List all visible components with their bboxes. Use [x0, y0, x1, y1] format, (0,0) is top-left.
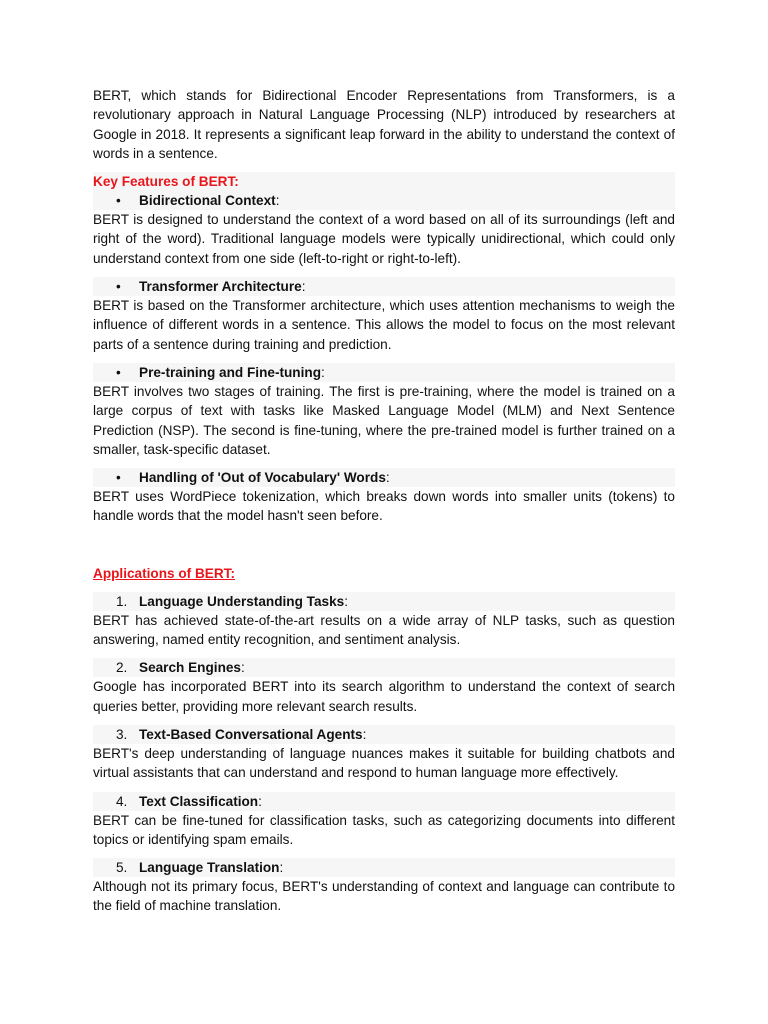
list-number: 1. [116, 593, 128, 609]
application-title: Language Translation: [139, 860, 284, 876]
application-text: Although not its primary focus, BERT's understanding of context and language can contribute to the field of machine translation. [93, 879, 675, 914]
bullet-marker: • [116, 279, 121, 295]
feature-item-head [93, 191, 675, 210]
application-text: BERT's deep understanding of language nuances makes it suitable for building chatbots and virtual assistants that can understand and respond to human language more effectively. [93, 745, 675, 781]
application-title: Language Understanding Tasks: [139, 593, 348, 609]
application-text: BERT can be fine-tuned for classification tasks, such as categorizing documents into different topics or identifying spam emails. [93, 812, 675, 847]
intro-paragraph: BERT, which stands for Bidirectional Encoder Representations from Transformers, is a revolutionary approach in Natural Language Processing (NLP) introduced by researchers at Google in 2018. It represents a significant leap forward in the ability to understand the context of words in a sentence. [93, 88, 675, 161]
application-item-head [93, 858, 675, 877]
applications-heading: Applications of BERT: [93, 565, 235, 581]
application-item-head [93, 658, 675, 677]
feature-title: Transformer Architecture: [139, 279, 306, 295]
feature-title: Pre-training and Fine-tuning: [139, 364, 325, 380]
document-body [93, 86, 675, 916]
feature-text: BERT is based on the Transformer architecture, which uses attention mechanisms to weigh the influence of different words in a sentence. This allows the model to focus on the most relevant parts of a sentence during training and prediction. [93, 298, 675, 352]
application-title: Text-Based Conversational Agents: [139, 726, 367, 742]
feature-title: Bidirectional Context: [139, 193, 280, 209]
list-number: 5. [116, 860, 128, 876]
list-number: 3. [116, 726, 128, 742]
application-text: Google has incorporated BERT into its search algorithm to understand the context of search queries better, providing more relevant search results. [93, 679, 675, 714]
application-title: Text Classification: [139, 793, 262, 809]
feature-text: BERT uses WordPiece tokenization, which breaks down words into smaller units (tokens) to handle words that the model hasn't seen before. [93, 489, 675, 524]
bullet-marker: • [116, 364, 121, 380]
application-title: Search Engines: [139, 660, 245, 676]
list-number: 4. [116, 793, 128, 809]
bullet-marker: • [116, 193, 121, 209]
feature-item-head [93, 363, 675, 382]
list-number: 2. [116, 660, 128, 676]
feature-item-head [93, 277, 675, 296]
feature-text: BERT involves two stages of training. The first is pre-training, where the model is trained on a large corpus of text with tasks like Masked Language Model (MLM) and Next Sentence Prediction (NSP). The second is fine-tuning, where the pre-trained model is further trained on a smaller, task-specific dataset. [93, 383, 675, 457]
application-item-head [93, 592, 675, 611]
application-item-head [93, 792, 675, 811]
feature-item-head [93, 468, 675, 487]
application-text: BERT has achieved state-of-the-art results on a wide array of NLP tasks, such as question answering, named entity recognition, and sentiment analysis. [93, 612, 675, 648]
bullet-marker: • [116, 470, 121, 486]
application-item-head [93, 725, 675, 744]
features-heading: Key Features of BERT: [93, 172, 675, 191]
feature-title: Handling of 'Out of Vocabulary' Words: [139, 470, 390, 486]
feature-text: BERT is designed to understand the context of a word based on all of its surroundings (left and right of the word). Traditional language models were typically unidirectional, which could only understand context from one side (left-to-right or right-to-left). [93, 212, 675, 266]
